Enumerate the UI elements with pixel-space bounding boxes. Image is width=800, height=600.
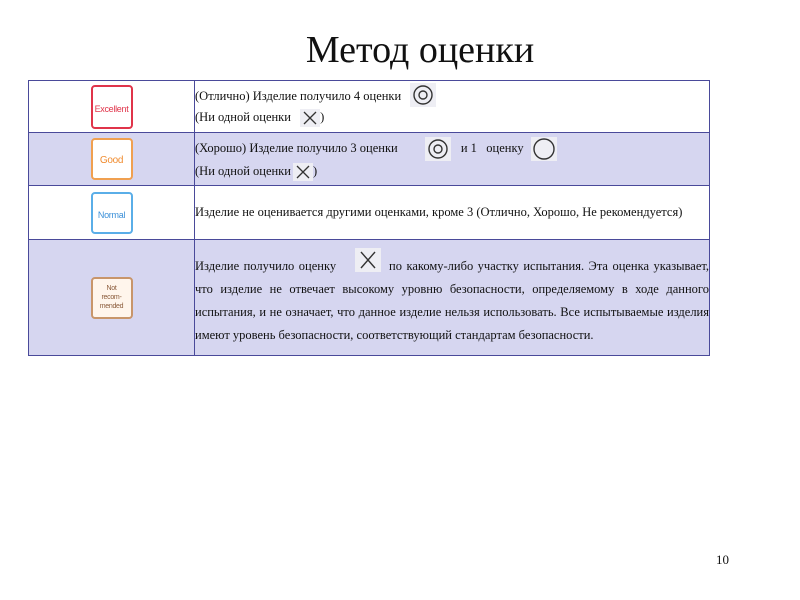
table-row-good bbox=[29, 133, 710, 186]
cross-icon bbox=[293, 163, 313, 181]
cross-icon bbox=[355, 248, 381, 272]
table-row-normal bbox=[29, 186, 710, 240]
page-number: 10 bbox=[716, 552, 729, 567]
cross-icon bbox=[300, 109, 320, 127]
good-badge: Good bbox=[91, 138, 133, 180]
double-circle-icon bbox=[425, 137, 451, 161]
circle-icon bbox=[531, 137, 557, 161]
rating-table bbox=[28, 80, 710, 356]
table-row-not-recommended bbox=[29, 240, 710, 356]
not-recommended-prefix: Изделие получило оценку bbox=[195, 258, 337, 273]
normal-badge: Normal bbox=[91, 192, 133, 234]
excellent-line1-text: (Отлично) Изделие получило 4 оценки bbox=[195, 89, 402, 104]
excellent-badge: Excellent bbox=[91, 85, 133, 129]
good-line1-text: (Хорошо) Изделие получило 3 оценки bbox=[195, 140, 398, 155]
double-circle-icon bbox=[410, 83, 436, 107]
not-recommended-description: по какому-либо участку испытания. Эта оценка указывает, что изделие не отвечает высокому уровню безопасности, определяемому в ходе данного испытания, и не означает, что данное изделие нельзя использовать. Все испытываемые изделия имеют уровень безопасности, соответствующий стандартам безопасности. bbox=[195, 258, 710, 342]
page-title: Метод оценки bbox=[305, 29, 535, 71]
excellent-line2-suffix: ) bbox=[320, 109, 325, 124]
good-line2-suffix: ) bbox=[312, 163, 318, 178]
table-row-excellent bbox=[29, 81, 710, 133]
not-recommended-badge: Not recom- mended bbox=[91, 277, 133, 319]
normal-description: Изделие не оценивается другими оценками, кроме 3 (Отлично, Хорошо, Не рекомендуется) bbox=[195, 205, 683, 219]
excellent-line2-prefix: (Ни одной оценки bbox=[195, 109, 291, 124]
good-line1-mid: и 1 оценку bbox=[460, 140, 524, 155]
good-line2-prefix: (Ни одной оценки bbox=[195, 163, 291, 178]
